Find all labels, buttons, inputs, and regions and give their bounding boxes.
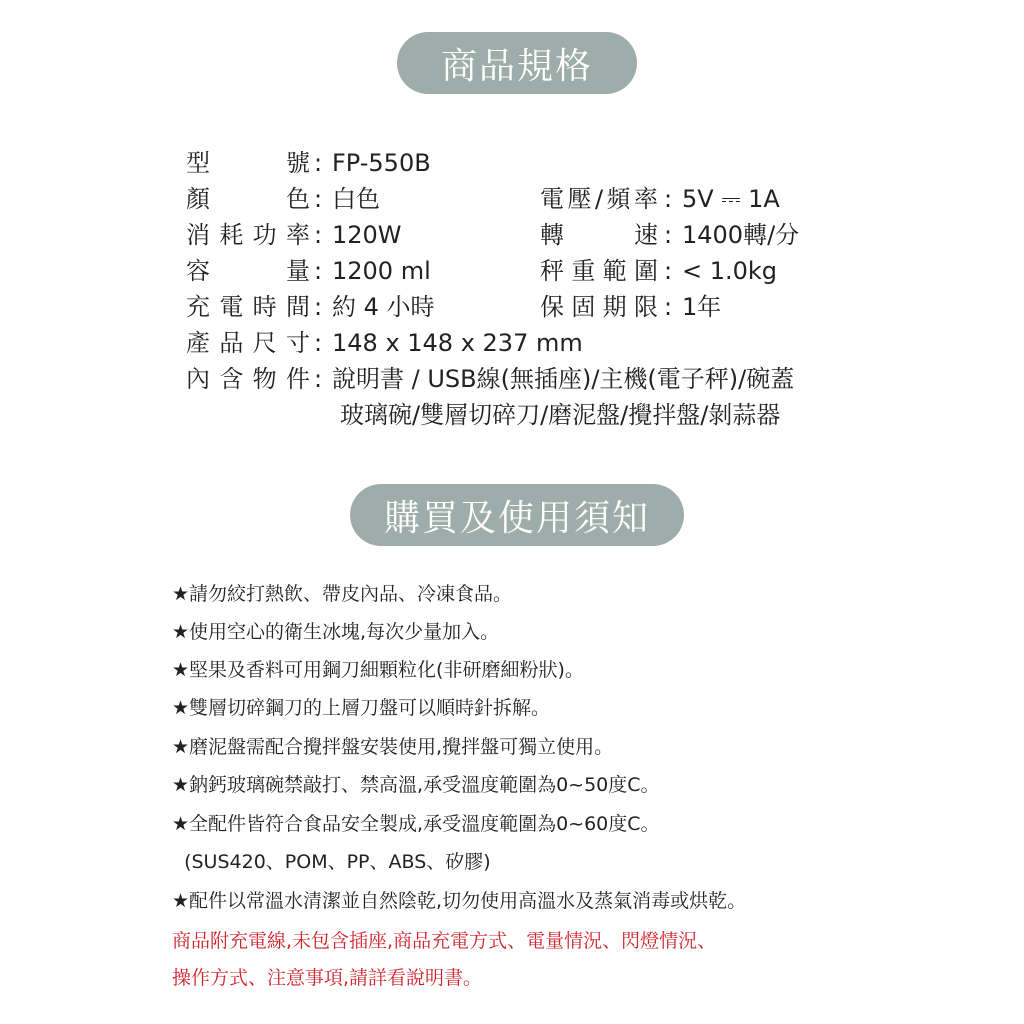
warning-line: 操作方式、注意事項,請詳看說明書。: [172, 967, 483, 989]
spec-label: 轉速: [540, 221, 658, 249]
spec-contents-continued: 玻璃碗/雙層切碎刀/磨泥盤/攪拌盤/剝蒜器: [340, 401, 781, 429]
spec-row-capacity: [186, 254, 546, 288]
spec-row-voltage: [540, 182, 870, 216]
spec-colon: :: [314, 149, 323, 177]
spec-value: 148 x 148 x 237 mm: [332, 329, 583, 357]
spec-label: 消耗功率: [186, 221, 310, 249]
spec-row-charge-time: [186, 290, 546, 324]
spec-value: 1400轉/分: [682, 221, 800, 249]
spec-label: 秤重範圍: [540, 257, 658, 285]
spec-value: FP-550B: [332, 149, 431, 177]
spec-row-size: [186, 326, 646, 360]
spec-value: 約 4 小時: [332, 293, 435, 321]
spec-value: 說明書 / USB線(無插座)/主機(電子秤)/碗蓋: [332, 365, 795, 393]
spec-colon: :: [664, 221, 673, 249]
spec-colon: :: [664, 185, 673, 213]
spec-section-header: [397, 32, 637, 94]
notice-item: ★堅果及香料可用鋼刀細顆粒化(非研磨細粉狀)。: [172, 659, 584, 681]
spec-colon: :: [314, 221, 323, 249]
spec-label: 電壓/頻率: [540, 185, 658, 213]
spec-colon: :: [314, 257, 323, 285]
notice-item: ★配件以常溫水清潔並自然陰乾,切勿使用高溫水及蒸氣消毒或烘乾。: [172, 890, 747, 912]
spec-colon: :: [314, 293, 323, 321]
spec-label: 內含物件: [186, 365, 310, 393]
spec-label: 容量: [186, 257, 310, 285]
spec-row-speed: [540, 218, 870, 252]
spec-label: 保固期限: [540, 293, 658, 321]
spec-value: < 1.0kg: [682, 257, 778, 285]
spec-label: 充電時間: [186, 293, 310, 321]
spec-row-color: [186, 182, 546, 216]
notice-item-materials: (SUS420、POM、PP、ABS、矽膠): [172, 851, 491, 873]
spec-row-warranty: [540, 290, 870, 324]
spec-colon: :: [664, 293, 673, 321]
spec-label: 產品尺寸: [186, 329, 310, 357]
notice-item: ★請勿絞打熱飲、帶皮內品、冷凍食品。: [172, 583, 513, 605]
spec-value: 120W: [332, 221, 402, 249]
notice-item: ★雙層切碎鋼刀的上層刀盤可以順時針拆解。: [172, 697, 551, 719]
spec-row-contents: [186, 362, 886, 396]
spec-label: 型號: [186, 149, 310, 177]
spec-value: 1年: [682, 293, 722, 321]
notice-section-header: [350, 484, 684, 546]
spec-colon: :: [314, 329, 323, 357]
spec-value: 白色: [332, 185, 380, 213]
spec-colon: :: [314, 185, 323, 213]
spec-value: 5V ⎓ 1A: [682, 185, 780, 213]
spec-section-title: 商品規格: [440, 45, 593, 87]
spec-row-power: [186, 218, 546, 252]
notice-item: ★使用空心的衛生冰塊,每次少量加入。: [172, 621, 500, 643]
warning-line: 商品附充電線,未包含插座,商品充電方式、電量情況、閃燈情況、: [172, 930, 717, 952]
notice-item: ★磨泥盤需配合攪拌盤安裝使用,攪拌盤可獨立使用。: [172, 736, 614, 758]
notice-item: ★全配件皆符合食品安全製成,承受溫度範圍為0~60度C。: [172, 813, 660, 835]
spec-label: 顏色: [186, 185, 310, 213]
notice-section-title: 購買及使用須知: [383, 497, 650, 539]
spec-row-model: [186, 146, 546, 180]
notice-item: ★鈉鈣玻璃碗禁敲打、禁高溫,承受溫度範圍為0~50度C。: [172, 774, 660, 796]
spec-value: 1200 ml: [332, 257, 431, 285]
spec-colon: :: [314, 365, 323, 393]
spec-row-weigh-range: [540, 254, 870, 288]
spec-colon: :: [664, 257, 673, 285]
